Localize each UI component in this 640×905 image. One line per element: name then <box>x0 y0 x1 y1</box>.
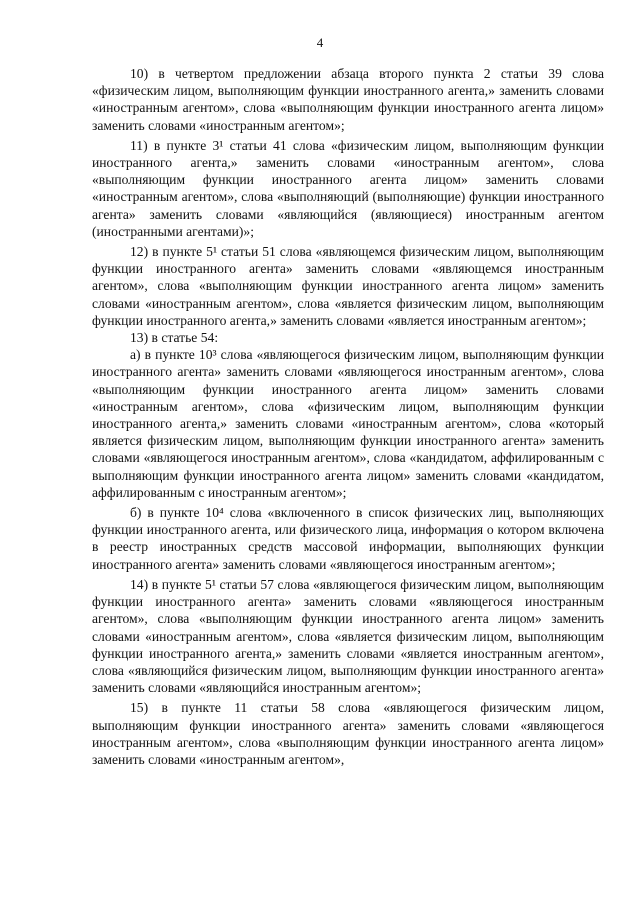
paragraph-item-13-heading: 13) в статье 54: <box>130 330 219 346</box>
paragraph-item-12: 12) в пункте 5¹ статьи 51 слова «являющемся физическим лицом, выполняющим функции иностранного агента» заменить словами «являющемся иностранным агентом», слова «выполняющим функции иностранного агента лицом» заменить словами «иностранным агентом», слова «является физическим лицом, выполняющим функции иностранного агента,» заменить словами «является иностранным агентом»; <box>92 244 604 328</box>
paragraph-item-15: 15) в пункте 11 статьи 58 слова «являющегося физическим лицом, выполняющим функции иностранного агента» заменить словами «являющегося иностранным агентом», слова «выполняющим функции иностранного агента лицом» заменить словами «иностранным агентом», <box>92 700 604 767</box>
paragraph-item-13-b: б) в пункте 10⁴ слова «включенного в список физических лиц, выполняющих функции иностранного агента, или физического лица, информация о котором включена в реестр иностранных средств массовой информации, выполняющих функции иностранного агента» заменить словами «являющегося иностранным агентом»; <box>92 505 604 572</box>
paragraph-item-14: 14) в пункте 5¹ статьи 57 слова «являющегося физическим лицом, выполняющим функции иностранного агента» заменить словами «являющегося иностранным агентом», слова «выполняющим функции иностранного агента лицом» заменить словами «иностранным агентом», слова «является физическим лицом, выполняющим функции иностранного агента,» заменить словами «является иностранным агентом», слова «являющийся физическим лицом, выполняющим функции иностранного агента» заменить словами «являющийся иностранным агентом»; <box>92 576 604 696</box>
document-body <box>92 65 604 768</box>
paragraph-item-13-a: а) в пункте 10³ слова «являющегося физическим лицом, выполняющим функции иностранного агента» заменить словами «являющегося иностранным агентом», слова «выполняющим функции иностранного агента лицом» заменить словами «иностранным агентом», слова «физическим лицом, выполняющим функции иностранного агента,» заменить словами «иностранным агентом», слова «который является физическим лицом, выполняющим функции иностранного агента» заменить словами «являющегося иностранным агентом», слова «кандидатом, аффилированным с выполняющим функции иностранного агента лицом» заменить словами «кандидатом, аффилированным с иностранным агентом»; <box>92 347 604 500</box>
paragraph-item-10: 10) в четвертом предложении абзаца второго пункта 2 статьи 39 слова «физическим лицом, выполняющим функции иностранного агента,» заменить словами «иностранным агентом», слова «выполняющим функции иностранного агента лицом» заменить словами «иностранным агентом»; <box>92 66 604 133</box>
page-number: 4 <box>316 35 324 50</box>
paragraph-item-11: 11) в пункте 3¹ статьи 41 слова «физическим лицом, выполняющим функции иностранного агента,» заменить словами «иностранным агентом», слова «выполняющим функции иностранного агента лицом» заменить словами «иностранным агентом», слова «выполняющий (выполняющие) функции иностранного агента» заменить словами «являющийся (являющиеся) иностранным агентом (иностранными агентами)»; <box>92 137 604 239</box>
